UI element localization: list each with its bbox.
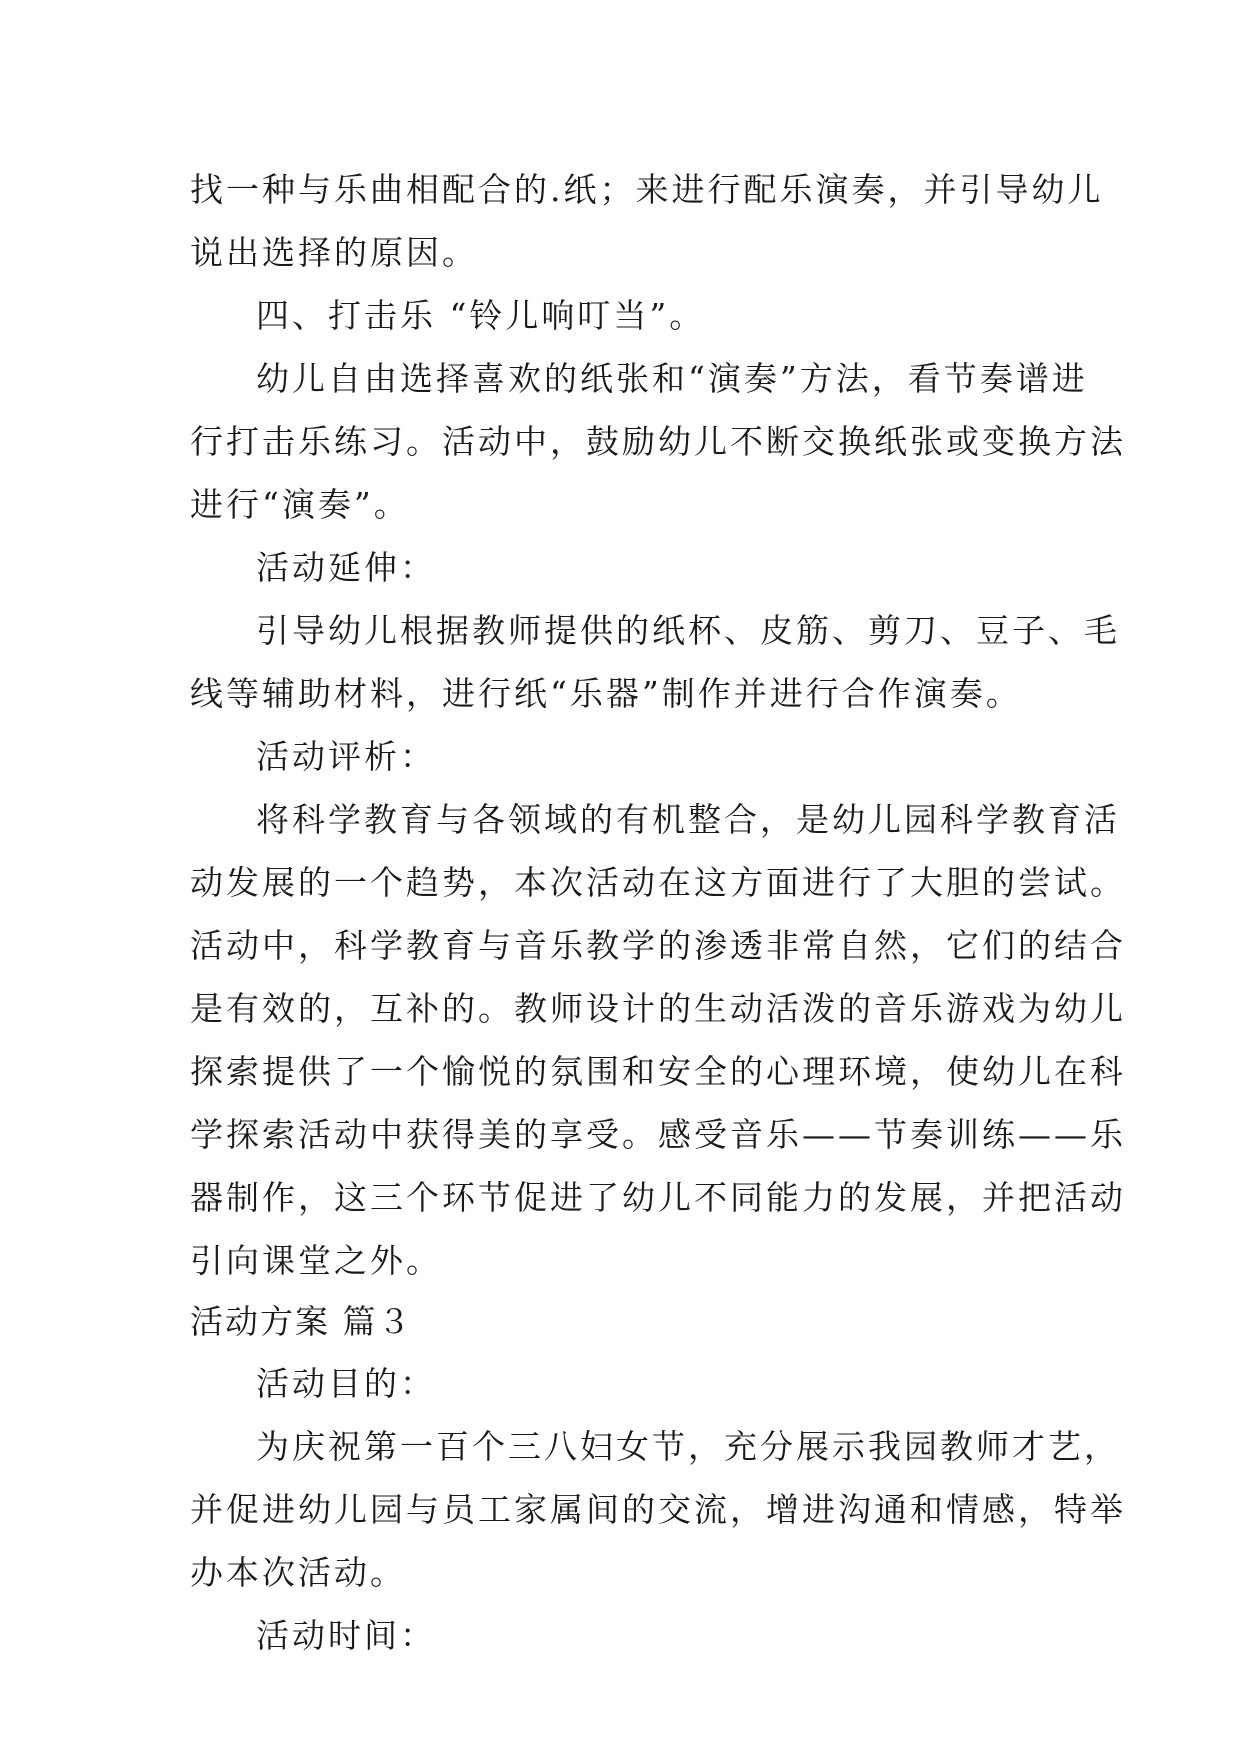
paragraph-line: 进行“演奏”。 (190, 485, 410, 524)
paragraph-line: 并促进幼儿园与员工家属间的交流，增进沟通和情感，特举 (190, 1490, 1126, 1529)
paragraph-line: 行打击乐练习。活动中，鼓励幼儿不断交换纸张或变换方法 (190, 422, 1126, 461)
paragraph-line: 引导幼儿根据教师提供的纸杯、皮筋、剪刀、豆子、毛 (256, 611, 1120, 650)
section-label-line: 活动延伸： (256, 548, 436, 587)
paragraph-line: 引向课堂之外。 (190, 1241, 442, 1280)
paragraph-line: 将科学教育与各领域的有机整合，是幼儿园科学教育活 (256, 800, 1120, 839)
paragraph-line: 器制作，这三个环节促进了幼儿不同能力的发展，并把活动 (190, 1178, 1126, 1217)
paragraph-line: 线等辅助材料，进行纸“乐器”制作并进行合作演奏。 (190, 674, 1022, 713)
document-body (190, 158, 1126, 1667)
paragraph-line: 是有效的，互补的。教师设计的生动活泼的音乐游戏为幼儿 (190, 989, 1126, 1028)
paragraph-line: 为庆祝第一百个三八妇女节，充分展示我园教师才艺， (256, 1427, 1120, 1466)
section-label-line: 活动时间： (256, 1616, 436, 1655)
section-label-line: 活动目的： (256, 1364, 436, 1403)
paragraph-line: 动发展的一个趋势，本次活动在这方面进行了大胆的尝试。 (190, 863, 1126, 902)
plan-heading: 活动方案 篇３ (190, 1302, 413, 1341)
section-heading-line: 四、打击乐 “铃儿响叮当”。 (256, 296, 706, 335)
paragraph-line: 办本次活动。 (190, 1553, 406, 1592)
paragraph-line: 学探索活动中获得美的享受。感受音乐——节奏训练——乐 (190, 1115, 1126, 1154)
paragraph-line: 活动中，科学教育与音乐教学的渗透非常自然，它们的结合 (190, 926, 1126, 965)
paragraph-line: 探索提供了一个愉悦的氛围和安全的心理环境，使幼儿在科 (190, 1052, 1126, 1091)
paragraph-line: 找一种与乐曲相配合的.纸；来进行配乐演奏，并引导幼儿 (190, 170, 1104, 209)
paragraph-line: 说出选择的原因。 (190, 233, 478, 272)
section-label-line: 活动评析： (256, 737, 436, 776)
paragraph-line: 幼儿自由选择喜欢的纸张和“演奏”方法，看节奏谱进 (256, 359, 1088, 398)
